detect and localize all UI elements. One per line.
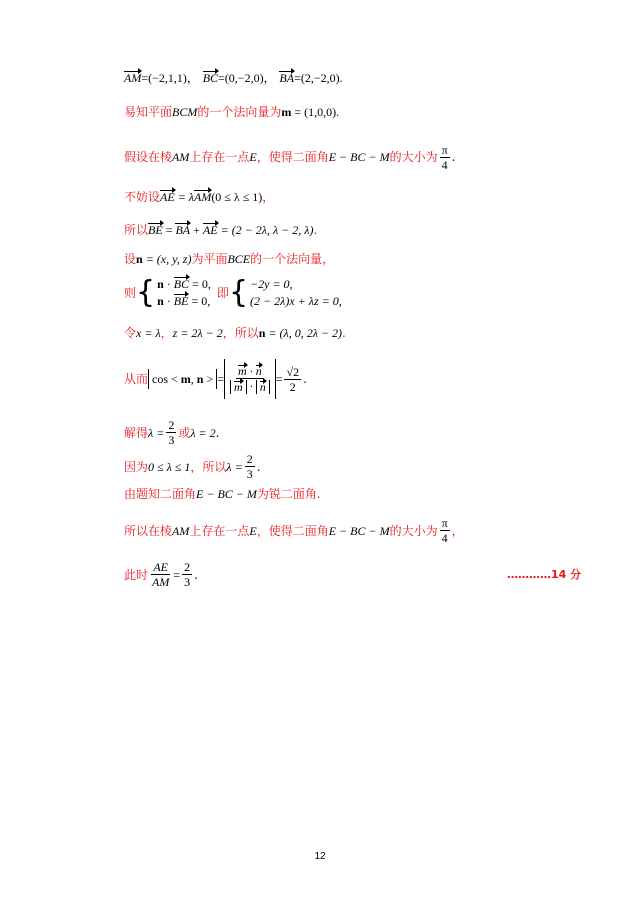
vector-n-value: = (λ, 0, 2λ − 2) [265,326,343,340]
line-normal-bcm [124,104,339,120]
line-equation-systems [124,276,342,310]
system-row [157,293,211,310]
cos-close: > [203,372,214,386]
equals: = [275,372,283,386]
fraction-denominator: 3 [246,467,253,481]
point-label: E [249,150,257,164]
page-number: 12 [314,851,326,862]
x-assignment: x = λ [136,326,161,340]
system-dot-products [136,276,211,310]
system-rows [157,276,211,310]
equals-zero: = 0, [188,294,211,308]
lambda-eq: λ = [226,459,243,474]
vector-ae: AE [202,223,218,237]
vector-n: n [196,372,204,386]
vector-be: BE [148,223,163,237]
vector-n: n [258,326,266,340]
fraction-numerator: π [441,143,448,157]
punct: . [215,425,220,440]
text: 的大小为 [389,150,438,164]
dihedral-angle: E − BC − M [328,150,390,164]
dihedral-angle: E − BC − M [328,523,390,538]
fraction-pi-over-4 [440,143,450,172]
dot: · [246,378,256,393]
vector-m: m [234,380,243,395]
left-brace-icon: { [136,275,156,310]
text: ，所以 [190,459,227,474]
punct: ， [160,326,173,340]
text: 令 [124,326,137,340]
fraction-denominator: 4 [441,531,448,545]
equals: = [162,223,176,237]
line-normal-bce [124,251,334,267]
norm-m [230,380,247,394]
fraction-pi-over-4 [440,516,450,545]
fraction-numerator: AE [153,560,169,574]
text: 上存在一点 [189,150,250,164]
fraction-numerator: π [441,516,448,530]
equals: = [173,567,181,582]
score-marker: …………14 分 [507,568,582,581]
z-assignment: z = 2λ − 2 [172,326,223,340]
equals-lambda: = λ [174,190,194,204]
vector-n: n [255,363,262,378]
fraction-2-over-3 [166,418,176,447]
fraction-sqrt2-over-2 [284,365,301,394]
vector-bc-value: =(0,−2,0)， [218,71,276,85]
punct: ， [262,190,275,204]
abs-cos [148,369,217,389]
fraction-denominator [228,379,272,394]
vector-m: m [180,372,191,386]
plane-label: BCM [172,105,198,119]
line-let-ae [124,189,274,205]
fraction-dot-over-norms [228,364,272,394]
text: 设 [124,252,137,266]
text: 不妨设 [124,190,161,204]
lambda-condition: 0 ≤ λ ≤ 1 [148,459,191,474]
fraction-denominator: 2 [289,379,296,394]
left-brace-icon: { [228,275,249,310]
vector-am-value: =(−2,1,1)， [141,71,199,85]
text: 的一个法向量为 [197,105,282,119]
line-because [124,452,261,481]
system-row: (2 − 2λ)x + λz = 0, [250,294,342,308]
punct: ， [451,523,464,538]
vector-n: n [157,277,164,291]
fraction-numerator: 2 [168,418,175,432]
vector-n: n [259,380,266,395]
system-components [229,276,342,310]
text: 的大小为 [389,523,438,538]
edge-label: AM [172,150,190,164]
text: 上存在一点 [189,523,250,538]
plus: + [190,223,203,237]
line-be [124,222,317,238]
vector-n: n [136,252,143,266]
comma: , [190,372,197,386]
line-acute-angle [124,486,321,502]
text: 此时 [124,567,149,582]
fraction-denominator: 3 [168,433,175,447]
fraction-denominator: 3 [184,575,191,589]
equals: = [217,372,225,386]
fraction-numerator: √2 [286,364,300,379]
fraction-ae-over-am [150,560,171,589]
system-row: −2y = 0, [250,277,293,291]
punct: . [342,326,346,340]
dot: · [163,277,174,291]
cos-text: cos < [152,372,181,386]
dihedral-angle: E − BC − M [196,487,257,501]
line-ratio [124,560,198,589]
text: 即 [216,286,229,300]
text: 所以在棱 [124,523,173,538]
line-choose-x [124,325,346,341]
punct: . [313,223,318,237]
lambda-condition: (0 ≤ λ ≤ 1) [211,190,263,204]
text: 从而 [124,372,149,386]
punct: . [303,372,307,386]
system-row [157,276,211,293]
lambda-eq: λ = [148,425,165,440]
text: 的一个法向量， [250,252,335,266]
text: 假设在棱 [124,150,173,164]
vector-m: m [281,105,292,119]
vector-am: AM [124,71,142,85]
edge-label: AM [172,523,190,538]
vector-bc: BC [173,277,190,291]
text: ，使得二面角 [256,150,329,164]
line-cosine [124,358,307,400]
fraction-2-over-3 [245,452,255,481]
fraction-denominator: AM [152,575,170,589]
fraction-2-over-3 [182,560,192,589]
punct: . [451,150,456,164]
punct: . [256,459,261,474]
vector-m: m [238,363,247,378]
text: 或 [178,425,191,440]
vector-ba: BA [175,223,191,237]
abs-fraction [224,359,276,399]
fraction-denominator: 4 [441,158,448,172]
line-assumption [124,143,455,172]
fraction-numerator: 2 [184,560,191,574]
lambda-eq-2: λ = 2 [190,425,216,440]
text: 为平面 [191,252,228,266]
vector-ba-value: =(2,−2,0). [294,71,343,85]
dot: · [163,294,174,308]
text: 因为 [124,459,149,474]
dot: · [246,363,256,378]
vector-m-value: = (1,0,0). [291,105,340,119]
vector-n-components: = (x, y, z) [142,252,192,266]
vector-be-value: = (2 − 2λ, λ − 2, λ) [217,223,314,237]
vector-am: AM [193,190,212,204]
line-vectors [124,70,343,86]
text: 由题知二面角 [124,487,197,501]
norm-n [256,380,270,394]
text: 为锐二面角. [256,487,321,501]
text: 所以 [124,223,149,237]
text: 解得 [124,425,149,440]
punct: . [194,567,198,582]
vector-ae: AE [160,190,175,204]
equals-zero: = 0, [189,277,211,291]
vector-n: n [157,294,164,308]
point-label: E [249,523,257,538]
text: 则 [124,286,137,300]
fraction-numerator [236,364,264,379]
plane-label: BCE [227,252,251,266]
system-rows [250,276,342,310]
line-solve [124,418,219,447]
vector-be: BE [173,294,189,308]
vector-bc: BC [202,71,219,85]
line-conclusion [124,516,464,545]
fraction-numerator: 2 [246,452,253,466]
text: ，所以 [222,326,259,340]
text: ，使得二面角 [256,523,329,538]
text: 易知平面 [124,105,173,119]
vector-ba: BA [279,71,295,85]
